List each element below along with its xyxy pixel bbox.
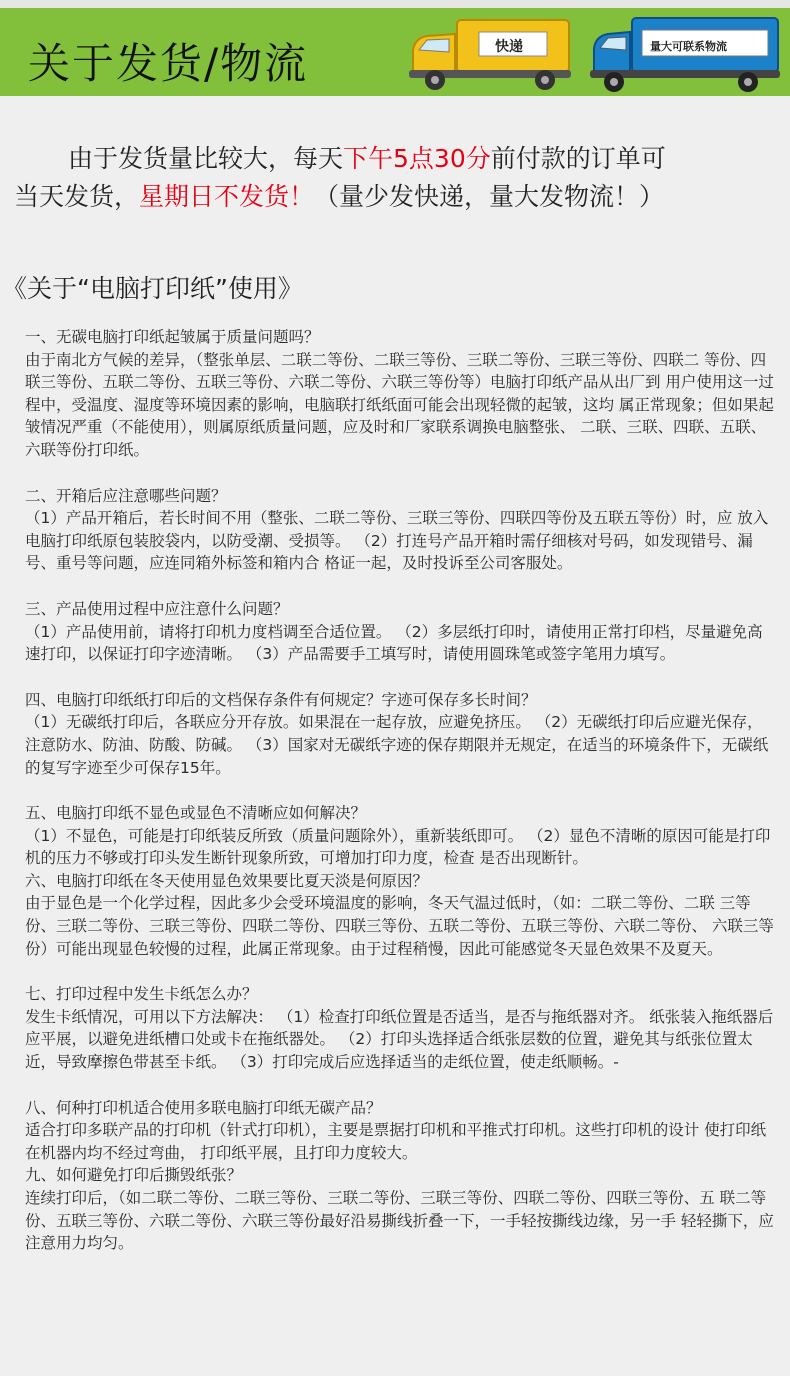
section-title: 《关于“电脑打印纸”使用》 [2, 274, 303, 303]
faq-item-1 [25, 326, 777, 462]
faq-answer: （1）不显色，可能是打印纸装反所致（质量问题除外），重新装纸即可。 （2）显色不清晰的原因可能是打印机的压力不够或打印头发生断针现象所致，可增加打印力度，检查 是否出现断针。 [25, 826, 771, 868]
faq-item-4 [25, 689, 777, 779]
faq-item-8 [25, 1097, 777, 1165]
faq-answer: （1）产品开箱后，若长时间不用（整张、二联二等份、三联三等份、四联四等份及五联五等份）时，应 放入电脑打印纸原包装胶袋内，以防受潮、受损等。 （2）打连号产品开箱时需仔细核对号码，如发现错号、漏号、重号等问题，应连同箱外标签和箱内合 格证一起，及时投诉至公司客服处。 [25, 509, 769, 573]
faq-question: 八、何种打印机适合使用多联电脑打印纸无碳产品？ [25, 1098, 382, 1117]
faq-item-2 [25, 485, 777, 575]
faq-list [25, 326, 777, 1255]
faq-question: 五、电脑打印纸不显色或显色不清晰应如何解决？ [25, 804, 367, 823]
faq-item-7 [25, 983, 777, 1073]
faq-answer: 由于显色是一个化学过程，因此多少会受环境温度的影响，冬天气温过低时，（如：二联二等份、二联 三等份、三联二等份、三联三等份、四联二等份、四联三等份、五联二等份、五联三等份、六联二等份、 六联三等份）可能出现显色较慢的过程，此属正常现象。由于过程稍慢，因此可能感觉冬天显色效果不及夏天。 [25, 894, 774, 958]
faq-answer: 适合打印多联产品的打印机（针式打印机），主要是票据打印机和平推式打印机。这些打印机的设计 使打印纸在机器内均不经过弯曲， 打印纸平展，且打印力度较大。 [25, 1121, 767, 1162]
logistics-truck-icon [588, 14, 784, 96]
notice-text: 由于发货量比较大，每天 [68, 144, 344, 173]
faq-item-6 [25, 870, 777, 960]
faq-question: 九、如何避免打印后撕毁纸张？ [25, 1166, 243, 1185]
faq-question: 四、电脑打印纸纸打印后的文档保存条件有何规定？字迹可保存多长时间？ [25, 690, 537, 709]
top-strip [0, 0, 790, 8]
banner-title: 关于发货/物流 [28, 39, 309, 88]
faq-question: 六、电脑打印纸在冬天使用显色效果要比夏天淡是何原因？ [25, 871, 429, 890]
faq-question: 三、产品使用过程中应注意什么问题？ [25, 599, 289, 618]
notice-highlight-time: 下午5点30分 [343, 144, 491, 173]
faq-answer: （1）无碳纸打印后，各联应分开存放。如果混在一起存放，应避免挤压。 （2）无碳纸打印后应避光保存，注意防水、防油、防酸、防碱。 （3）国家对无碳纸字迹的保存期限并无规定，在适当的环境条件下，无碳纸的复写字迹至少可保存15年。 [25, 713, 769, 777]
shipping-notice-line1 [68, 140, 788, 178]
faq-item-9 [25, 1164, 777, 1254]
faq-answer: 发生卡纸情况，可用以下方法解决： （1）检查打印纸位置是否适当，是否与拖纸器对齐。 纸张装入拖纸器后应平展，以避免进纸槽口处或卡在拖纸器处。 （2）打印头选择适合纸张层数的位置，避免其与纸张位置太近，导致摩擦色带甚至卡纸。 （3）打印完成后应选择适当的走纸位置，使走纸顺畅。- [25, 1007, 774, 1072]
faq-question: 七、打印过程中发生卡纸怎么办？ [25, 985, 258, 1004]
shipping-banner [0, 8, 790, 96]
logistics-truck-label: 量大可联系物流 [650, 40, 727, 53]
notice-text: （量少发快递，量大发物流！） [314, 182, 665, 211]
express-truck-icon [405, 14, 575, 94]
faq-question: 二、开箱后应注意哪些问题？ [25, 486, 227, 505]
faq-item-3 [25, 598, 777, 666]
notice-text: 当天发货， [14, 182, 140, 211]
faq-question: 一、无碳电脑打印纸起皱属于质量问题吗？ [25, 328, 320, 346]
notice-highlight-sunday: 星期日不发货！ [139, 182, 315, 211]
faq-answer: 连续打印后，（如二联二等份、二联三等份、三联二等份、三联三等份、四联二等份、四联三等份、五 联二等份、五联三等份、六联二等份、六联三等份最好沿易撕线折叠一下，一手轻按撕线边缘，另一手 轻轻撕下，应注意用力均匀。 [25, 1189, 774, 1253]
notice-text: 前付款的订单可 [490, 144, 666, 173]
express-truck-label: 快递 [495, 39, 523, 55]
faq-answer: （1）产品使用前，请将打印机力度档调至合适位置。 （2）多层纸打印时，请使用正常打印档，尽量避免高速打印，以保证打印字迹清晰。 （3）产品需要手工填写时，请使用圆珠笔或签字笔用力填写。 [25, 622, 763, 664]
faq-item-5 [25, 802, 777, 870]
faq-answer: 由于南北方气候的差异，（整张单层、二联二等份、二联三等份、三联二等份、三联三等份、四联二 等份、四联三等份、五联二等份、五联三等份、六联二等份、六联三等份等）电脑打印纸产品从出厂到 用户使用这一过程中，受温度、湿度等环境因素的影响，电脑联打纸纸面可能会出现轻微的起皱，这均 属正常现象；但如果起皱情况严重（不能使用），则属原纸质量问题，应及时和厂家联系调换电脑整张、 二联、三联、四联、五联、六联等份打印纸。 [25, 350, 774, 459]
shipping-notice-line2 [14, 178, 790, 216]
